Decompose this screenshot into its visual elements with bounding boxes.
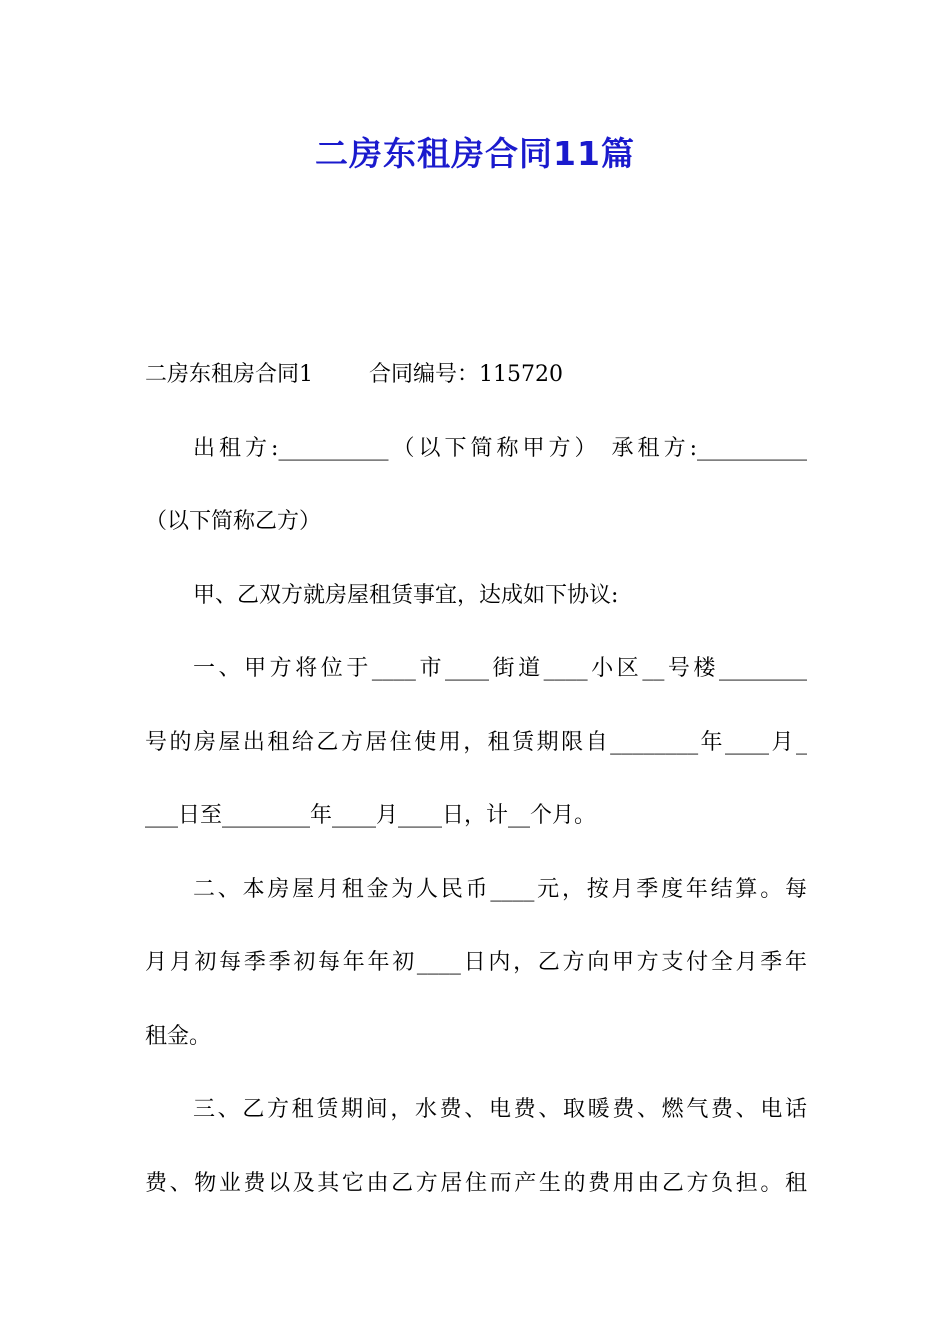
document-title: 二房东租房合同11篇 xyxy=(315,134,635,173)
paragraph-line: 租金。 xyxy=(145,1023,212,1049)
contract-number: 合同编号：115720 xyxy=(369,362,563,387)
paragraph-line: 号的房屋出租给乙方居住使用，租赁期限自________年____月_ xyxy=(145,729,807,755)
contract-heading: 二房东租房合同1 xyxy=(145,362,313,387)
paragraph-line: 一、甲方将位于____市____街道____小区__号楼________ xyxy=(193,656,807,681)
paragraph-line: 甲、乙双方就房屋租赁事宜，达成如下协议: xyxy=(193,582,619,608)
paragraph-line: 费、物业费以及其它由乙方居住而产生的费用由乙方负担。租 xyxy=(145,1170,807,1196)
paragraph-line: （以下简称乙方） xyxy=(145,509,322,534)
paragraph-line: 三、乙方租赁期间，水费、电费、取暖费、燃气费、电话 xyxy=(193,1097,807,1122)
paragraph-line: 二、本房屋月租金为人民币____元，按月季度年结算。每 xyxy=(193,876,807,902)
document-body xyxy=(145,338,807,1220)
paragraph-line: 出租方:__________（以下简称甲方） 承租方:__________ xyxy=(193,435,807,461)
paragraph-line: 月月初每季季初每年年初____日内，乙方向甲方支付全月季年 xyxy=(145,950,807,975)
paragraph-line: ___日至________年____月____日，计__个月。 xyxy=(145,803,597,828)
contract-header-line xyxy=(145,338,807,412)
